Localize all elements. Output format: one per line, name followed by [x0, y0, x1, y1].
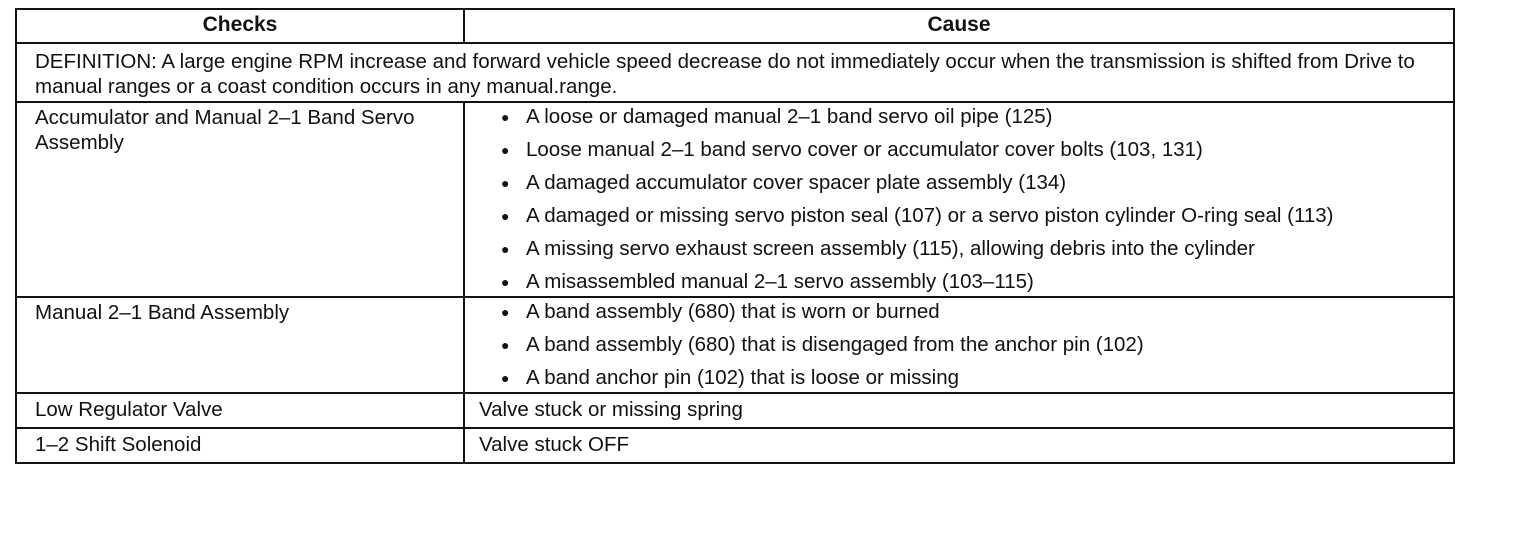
table-row [16, 428, 1454, 463]
cause-list-item [501, 204, 1439, 228]
bullet-icon: ● [501, 304, 510, 320]
check-cell: 1–2 Shift Solenoid [16, 428, 464, 463]
check-cell: Manual 2–1 Band Assembly [16, 297, 464, 393]
header-row [16, 9, 1454, 43]
diagnosis-table [15, 8, 1455, 464]
cause-list-item [501, 300, 1439, 324]
cause-text: A missing servo exhaust screen assembly (115), allowing debris into the cylinder [526, 237, 1255, 260]
table-row [16, 297, 1454, 393]
bullet-icon: ● [501, 175, 510, 191]
definition-text: DEFINITION: A large engine RPM increase and forward vehicle speed decrease do not immediately occur when the transmission is shifted from Drive to manual ranges or a coast condition occurs in any manual.range. [16, 43, 1454, 102]
cause-text: A misassembled manual 2–1 servo assembly (103–115) [526, 270, 1034, 293]
cause-cell: Valve stuck or missing spring [464, 393, 1454, 428]
bullet-icon: ● [501, 241, 510, 257]
bullet-icon: ● [501, 337, 510, 353]
cause-list-item [501, 270, 1439, 294]
checks-column-header: Checks [16, 9, 464, 43]
cause-list-item [501, 366, 1439, 390]
cause-cell [464, 102, 1454, 297]
cause-text: A loose or damaged manual 2–1 band servo oil pipe (125) [526, 105, 1053, 128]
cause-text: A damaged or missing servo piston seal (107) or a servo piston cylinder O-ring seal (113) [526, 204, 1334, 227]
bullet-icon: ● [501, 142, 510, 158]
cause-text: A band assembly (680) that is worn or burned [526, 300, 940, 323]
check-cell: Low Regulator Valve [16, 393, 464, 428]
cause-list-item [501, 237, 1439, 261]
cause-list [479, 300, 1439, 390]
table-row [16, 393, 1454, 428]
cause-column-header: Cause [464, 9, 1454, 43]
cause-list-item [501, 105, 1439, 129]
check-cell: Accumulator and Manual 2–1 Band Servo Assembly [16, 102, 464, 297]
bullet-icon: ● [501, 109, 510, 125]
cause-list [479, 105, 1439, 294]
cause-text: A band anchor pin (102) that is loose or missing [526, 366, 960, 389]
bullet-icon: ● [501, 370, 510, 386]
bullet-icon: ● [501, 274, 510, 290]
cause-text: A damaged accumulator cover spacer plate assembly (134) [526, 171, 1067, 194]
definition-row [16, 43, 1454, 102]
cause-list-item [501, 333, 1439, 357]
cause-list-item [501, 171, 1439, 195]
cause-cell [464, 297, 1454, 393]
cause-cell: Valve stuck OFF [464, 428, 1454, 463]
cause-list-item [501, 138, 1439, 162]
cause-text: A band assembly (680) that is disengaged from the anchor pin (102) [526, 333, 1144, 356]
table-row [16, 102, 1454, 297]
cause-text: Loose manual 2–1 band servo cover or accumulator cover bolts (103, 131) [526, 138, 1203, 161]
bullet-icon: ● [501, 208, 510, 224]
